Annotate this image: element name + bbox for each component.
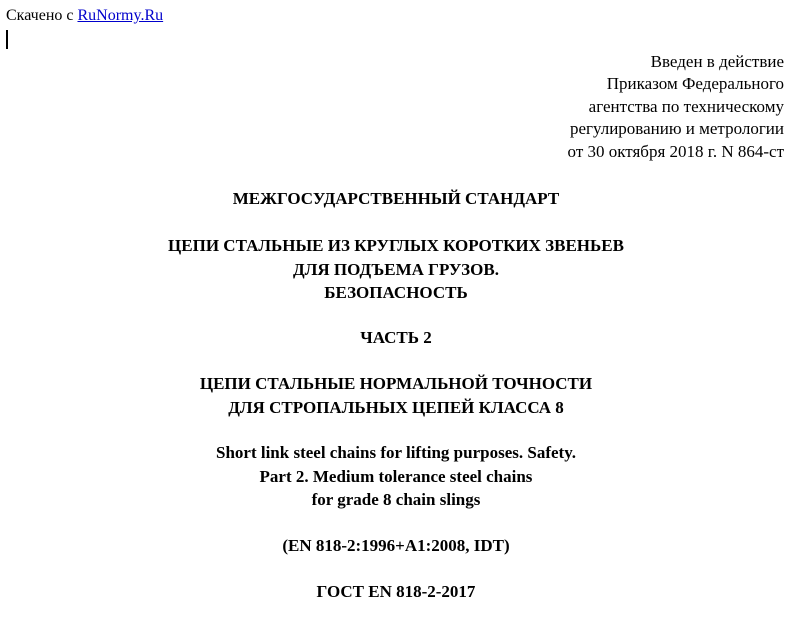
- identical-reference: [0, 534, 792, 558]
- part-heading: [0, 326, 792, 350]
- russian-title: [0, 234, 792, 305]
- enactment-line: от 30 октября 2018 г. N 864-ст: [567, 141, 784, 161]
- title-line: ДЛЯ ПОДЪЕМА ГРУЗОВ.: [293, 259, 499, 279]
- standard-designation: [0, 580, 792, 604]
- subtitle-line: ЦЕПИ СТАЛЬНЫЕ НОРМАЛЬНОЙ ТОЧНОСТИ: [199, 374, 593, 393]
- english-title-line: Part 2. Medium tolerance steel chains: [259, 466, 533, 486]
- enactment-block: [568, 51, 784, 163]
- enactment-line: Введен в действие: [650, 52, 784, 71]
- source-line: [6, 6, 163, 26]
- standard-type-text: МЕЖГОСУДАРСТВЕННЫЙ СТАНДАРТ: [232, 189, 560, 208]
- standard-type: [0, 187, 792, 211]
- runormy-link[interactable]: RuNormy.Ru: [77, 7, 164, 24]
- subtitle-line: ДЛЯ СТРОПАЛЬНЫХ ЦЕПЕЙ КЛАССА 8: [228, 397, 564, 417]
- enactment-line: Приказом Федерального: [606, 74, 784, 94]
- russian-subtitle: [0, 372, 792, 419]
- enactment-line: регулированию и метрологии: [569, 119, 784, 139]
- title-line: ЦЕПИ СТАЛЬНЫЕ ИЗ КРУГЛЫХ КОРОТКИХ ЗВЕНЬЕВ: [168, 236, 624, 255]
- english-title-line: Short link steel chains for lifting purposes. Safety.: [215, 443, 577, 462]
- text-cursor: [6, 30, 8, 49]
- title-line: БЕЗОПАСНОСТЬ: [324, 283, 468, 302]
- english-title-line: for grade 8 chain slings: [311, 490, 481, 509]
- english-title: [0, 441, 792, 512]
- part-text: ЧАСТЬ 2: [360, 328, 432, 347]
- standard-designation-text: ГОСТ EN 818-2-2017: [316, 582, 476, 601]
- enactment-line: агентства по техническому: [588, 96, 784, 116]
- source-prefix: Скачено с: [6, 7, 78, 24]
- identical-reference-text: (EN 818-2:1996+A1:2008, IDT): [282, 536, 510, 555]
